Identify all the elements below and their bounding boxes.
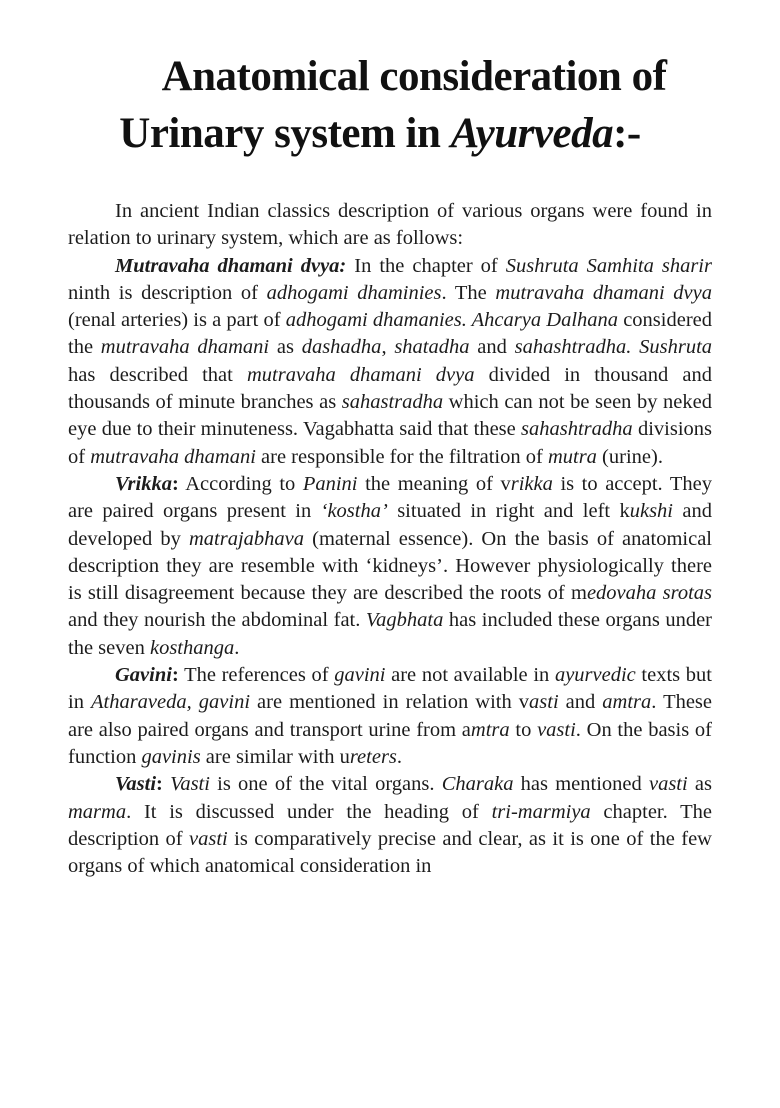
- italic-term: Sushruta Samhita sharir: [505, 254, 712, 277]
- italic-term: sahashtradha: [521, 418, 633, 441]
- italic-term: tri-marmiya: [491, 800, 591, 823]
- italic-term: mutravaha dhamani: [90, 445, 256, 468]
- italic-term: reters: [349, 745, 397, 768]
- italic-term: marma: [68, 800, 127, 823]
- italic-term: Vasti: [170, 773, 210, 796]
- text-run: and developed by: [68, 500, 713, 550]
- text-run: considered the: [68, 309, 713, 359]
- italic-term: gavinis: [141, 745, 201, 768]
- text-run: . These are also paired organs and transport urine from a: [68, 691, 713, 741]
- italic-term: ‘kostha’: [320, 500, 388, 523]
- italic-term: ayurvedic: [554, 664, 636, 687]
- term-heading: Vrikka: [115, 472, 172, 495]
- title-ayurveda: Ayurveda: [450, 110, 614, 157]
- text-run: divisions of: [68, 418, 712, 468]
- paragraph-vasti: [68, 771, 712, 880]
- text-run: (renal arteries) is a part of: [68, 309, 286, 332]
- text-run: The references of: [178, 664, 335, 687]
- italic-term: dashadha: [301, 336, 382, 359]
- text-run: . The: [441, 281, 496, 304]
- title-line-2-text: Urinary system in: [119, 110, 451, 157]
- page-title: [0, 48, 780, 162]
- term-heading: Gavini: [115, 664, 172, 687]
- italic-term: vasti: [537, 718, 576, 741]
- text-run: [163, 773, 170, 795]
- italic-term: vasti: [189, 827, 228, 850]
- italic-term: amtra: [602, 691, 652, 714]
- italic-term: adhogami dhamanies. Ahcarya Dalhana: [285, 309, 619, 332]
- text-run: situated in right and left k: [387, 500, 630, 523]
- italic-term: Atharaveda, gavini: [90, 691, 251, 714]
- italic-term: adhogami dhaminies: [266, 281, 442, 304]
- title-line-2: [0, 105, 780, 162]
- term-heading: Vasti: [115, 773, 157, 796]
- italic-term: sahashtradha. Sushruta: [514, 336, 713, 359]
- italic-term: mtra: [470, 718, 510, 741]
- italic-term: ukshi: [629, 500, 674, 523]
- italic-term: asti: [529, 691, 559, 714]
- text-run: is comparatively precise and clear, as it is one of the few organs of which anatomical consideration in: [68, 827, 712, 878]
- term-colon: :: [156, 773, 163, 796]
- paragraph-mutravaha-dhamani: [68, 253, 712, 471]
- paragraph-intro: [68, 198, 712, 253]
- text-run: (maternal essence). On the basis of anatomical description they are resemble with ‘kidneys’. However physiologically there is still disagreement because they are described the roots of m: [68, 527, 712, 605]
- term-colon: :: [171, 664, 179, 687]
- text-run: are mentioned in relation with v: [250, 691, 530, 714]
- italic-term: shatadha: [394, 336, 470, 359]
- text-run: is to accept. They are paired organs present in: [68, 472, 712, 523]
- text-run: has described that: [68, 363, 247, 386]
- italic-term: mutra: [547, 445, 597, 468]
- text-run: is one of the vital organs.: [209, 773, 442, 796]
- text-run: ,: [381, 336, 395, 359]
- title-line-1: Anatomical consideration of: [161, 53, 667, 100]
- text-run: .: [396, 745, 403, 768]
- italic-term: Charaka: [441, 773, 514, 796]
- title-line-2-suffix: :-: [613, 110, 641, 157]
- text-run: In the chapter of: [346, 254, 506, 277]
- italic-term: edovaha srotas: [586, 582, 712, 605]
- text-run: and: [469, 336, 515, 359]
- paragraph-gavini: [68, 662, 712, 771]
- text-run: (urine).: [596, 445, 663, 468]
- text-run: . It is discussed under the heading of: [126, 800, 492, 823]
- term-colon: :: [171, 472, 179, 495]
- text-run: . On the basis of function: [68, 718, 712, 768]
- text-run: to: [509, 718, 538, 741]
- text-run: and: [558, 691, 603, 714]
- text-run: has included these organs under the seven: [68, 609, 713, 659]
- italic-term: rikka: [510, 472, 553, 495]
- text-run: .: [234, 636, 240, 659]
- text-run: and they nourish the abdominal fat.: [68, 609, 366, 632]
- term-heading: Mutravaha dhamani dvya:: [115, 254, 347, 277]
- italic-term: mutravaha dhamani: [100, 336, 270, 359]
- body-text: [68, 198, 712, 880]
- text-run: In ancient Indian classics description of various organs were found in relation to urinary system, which are as follows:: [68, 200, 712, 250]
- italic-term: gavini: [334, 664, 386, 687]
- text-run: the meaning of v: [357, 472, 511, 495]
- italic-term: Panini: [302, 472, 358, 495]
- paragraph-vrikka: [68, 471, 712, 662]
- text-run: as: [687, 773, 712, 796]
- text-run: According to: [178, 472, 303, 495]
- italic-term: matrajabhava: [188, 527, 304, 550]
- italic-term: Vagbhata: [365, 609, 444, 632]
- text-run: texts but in: [68, 664, 713, 714]
- italic-term: kosthanga: [149, 636, 235, 659]
- text-run: chapter. The description of: [68, 800, 712, 850]
- italic-term: vasti: [648, 773, 688, 796]
- text-run: which can not be seen by neked eye due to their minuteness. Vagabhatta said that these: [68, 391, 712, 441]
- text-run: are similar with u: [200, 745, 350, 768]
- text-run: divided in thousand and thousands of minute branches as: [68, 363, 712, 414]
- text-run: are not available in: [385, 664, 555, 687]
- italic-term: sahastradha: [341, 391, 444, 414]
- italic-term: mutravaha dhamani dvya: [246, 363, 475, 386]
- text-run: as: [269, 336, 302, 359]
- text-run: ninth is description of: [68, 281, 267, 304]
- text-run: has mentioned: [513, 773, 649, 796]
- italic-term: mutravaha dhamani dvya: [495, 281, 712, 304]
- text-run: are responsible for the filtration of: [255, 445, 548, 468]
